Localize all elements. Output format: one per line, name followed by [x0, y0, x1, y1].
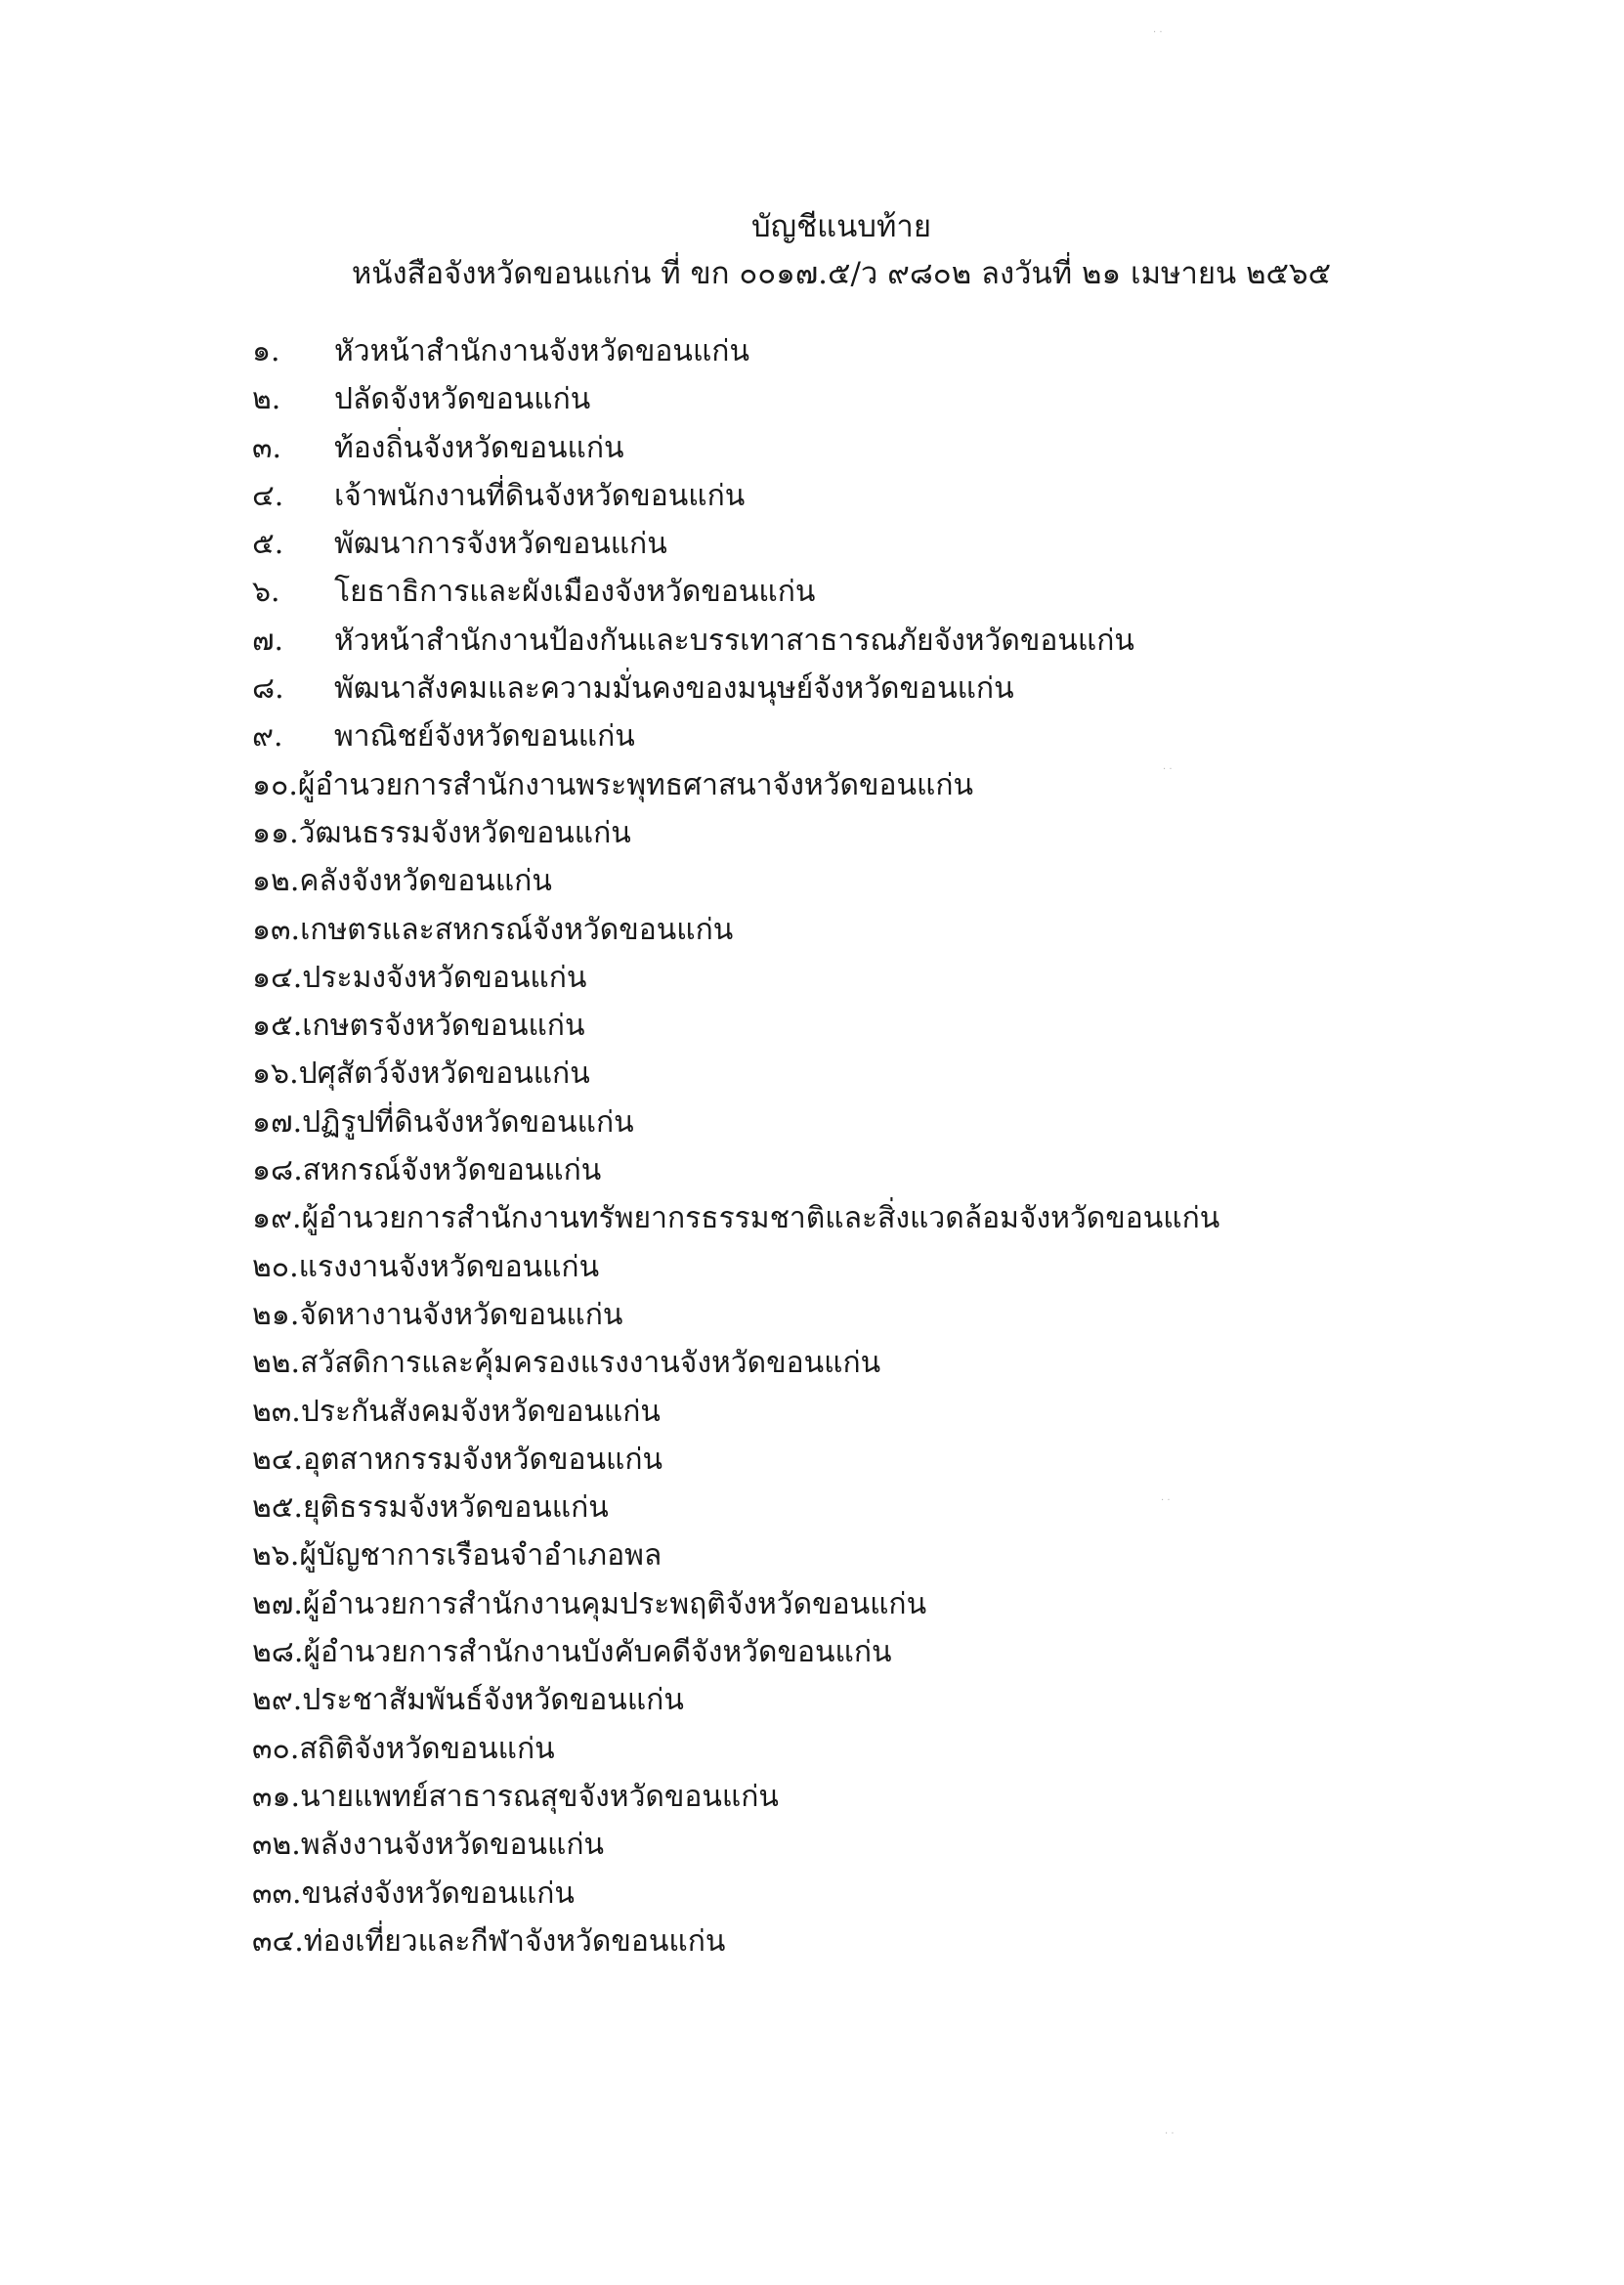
document-subtitle: หนังสือจังหวัดขอนแก่น ที่ ขก ๐๐๑๗.๕/ว ๙๘๐๒ ลงวันที่ ๒๑ เมษายน ๒๕๖๕: [351, 256, 1332, 291]
item-text: เกษตรจังหวัดขอนแก่น: [302, 1009, 585, 1044]
item-number: ๒๖.: [252, 1538, 300, 1574]
item-text: ประชาสัมพันธ์จังหวัดขอนแก่น: [302, 1683, 684, 1718]
list-item: [252, 1146, 1219, 1194]
item-text: ผู้อำนวยการสำนักงานทรัพยากรธรรมชาติและสิ่งแวดล้อมจังหวัดขอนแก่น: [301, 1201, 1220, 1236]
document-title: บัญชีแนบท้าย: [751, 209, 931, 244]
item-text: หัวหน้าสำนักงานป้องกันและบรรเทาสาธารณภัยจังหวัดขอนแก่น: [334, 623, 1134, 658]
item-text: ประกันสังคมจังหวัดขอนแก่น: [300, 1394, 661, 1429]
list-item: [252, 1628, 1219, 1676]
list-item: [252, 1821, 1219, 1869]
list-item: [252, 1291, 1219, 1339]
list-item: [252, 761, 1219, 809]
item-text: อุตสาหกรรมจังหวัดขอนแก่น: [303, 1442, 662, 1477]
item-number: ๒๐.: [252, 1249, 299, 1284]
item-number: ๗.: [252, 623, 284, 658]
item-number: ๕.: [252, 527, 284, 562]
list-item: [252, 1050, 1219, 1098]
list-item: [252, 665, 1219, 712]
item-number: ๑๕.: [252, 1009, 303, 1044]
item-text: ปศุสัตว์จังหวัดขอนแก่น: [298, 1056, 590, 1092]
item-number: ๑๐.: [252, 767, 298, 802]
list-item: [252, 1002, 1219, 1050]
list-item: [252, 375, 1219, 423]
item-number: ๑๗.: [252, 1104, 303, 1140]
item-text: เจ้าพนักงานที่ดินจังหวัดขอนแก่น: [334, 478, 746, 513]
item-text: โยธาธิการและผังเมืองจังหวัดขอนแก่น: [334, 575, 816, 610]
item-number: ๓๔.: [252, 1923, 304, 1959]
list-item: [252, 1531, 1219, 1579]
item-text: ผู้อำนวยการสำนักงานคุมประพฤติจังหวัดขอนแก่น: [302, 1586, 927, 1621]
item-number: ๑๒.: [252, 864, 300, 899]
item-text: ปฏิรูปที่ดินจังหวัดขอนแก่น: [302, 1104, 634, 1140]
item-number: ๙.: [252, 719, 283, 754]
item-text: ขนส่งจังหวัดขอนแก่น: [301, 1875, 575, 1911]
item-text: ผู้อำนวยการสำนักงานบังคับคดีจังหวัดขอนแก่น: [303, 1635, 892, 1670]
item-number: ๒.: [252, 382, 281, 417]
list-item: [252, 424, 1219, 472]
item-number: ๑๘.: [252, 1153, 303, 1188]
item-text: พลังงานจังหวัดขอนแก่น: [300, 1828, 605, 1863]
item-number: ๓๓.: [252, 1875, 302, 1911]
list-item: [252, 568, 1219, 616]
list-item: [252, 1484, 1219, 1531]
item-number: ๓๑.: [252, 1779, 301, 1814]
scan-speck: · ·: [1165, 2129, 1175, 2139]
item-text: คลังจังหวัดขอนแก่น: [299, 864, 552, 899]
item-text: พัฒนาการจังหวัดขอนแก่น: [334, 527, 667, 562]
list-item: [252, 1388, 1219, 1436]
item-text: แรงงานจังหวัดขอนแก่น: [298, 1249, 600, 1284]
item-number: ๖.: [252, 575, 280, 610]
list-item: [252, 712, 1219, 760]
list-item: [252, 1194, 1219, 1242]
list-item: [252, 1725, 1219, 1773]
item-text: ท้องถิ่นจังหวัดขอนแก่น: [334, 430, 624, 465]
item-text: ยุติธรรมจังหวัดขอนแก่น: [303, 1490, 609, 1526]
item-text: พัฒนาสังคมและความมั่นคงของมนุษย์จังหวัดขอนแก่น: [334, 671, 1014, 707]
scan-speck: · ·: [1163, 764, 1173, 775]
list-item: [252, 809, 1219, 857]
list-item: [252, 1676, 1219, 1724]
item-text: สหกรณ์จังหวัดขอนแก่น: [302, 1153, 602, 1188]
item-text: ท่องเที่ยวและกีฬาจังหวัดขอนแก่น: [303, 1923, 726, 1959]
item-number: ๑๔.: [252, 960, 303, 995]
item-number: ๘.: [252, 671, 284, 707]
recipient-list: [252, 327, 1219, 1965]
list-item: [252, 857, 1219, 905]
item-text: ผู้บัญชาการเรือนจำอำเภอพล: [299, 1538, 662, 1574]
item-number: ๒๒.: [252, 1346, 301, 1381]
list-item: [252, 1870, 1219, 1918]
list-item: [252, 327, 1219, 375]
list-item: [252, 906, 1219, 954]
item-text: ผู้อำนวยการสำนักงานพระพุทธศาสนาจังหวัดขอนแก่น: [297, 767, 974, 802]
list-item: [252, 1436, 1219, 1484]
item-number: ๑๙.: [252, 1201, 302, 1236]
item-number: ๒๕.: [252, 1490, 304, 1526]
item-number: ๒๘.: [252, 1635, 304, 1670]
list-item: [252, 1243, 1219, 1291]
list-item: [252, 1339, 1219, 1387]
item-text: จัดหางานจังหวัดขอนแก่น: [299, 1297, 623, 1332]
item-number: ๓๐.: [252, 1731, 300, 1766]
item-text: พาณิชย์จังหวัดขอนแก่น: [334, 719, 635, 754]
list-item: [252, 472, 1219, 520]
item-text: ประมงจังหวัดขอนแก่น: [302, 960, 587, 995]
item-number: ๒๓.: [252, 1394, 301, 1429]
list-item: [252, 1099, 1219, 1146]
item-text: หัวหน้าสำนักงานจังหวัดขอนแก่น: [334, 334, 749, 368]
item-text: ปลัดจังหวัดขอนแก่น: [334, 382, 591, 417]
list-item: [252, 954, 1219, 1002]
item-number: ๒๑.: [252, 1297, 300, 1332]
list-item: [252, 1773, 1219, 1821]
item-number: ๒๔.: [252, 1442, 304, 1477]
list-item: [252, 1580, 1219, 1628]
item-text: เกษตรและสหกรณ์จังหวัดขอนแก่น: [300, 912, 734, 947]
item-text: วัฒนธรรมจังหวัดขอนแก่น: [298, 815, 631, 850]
list-item: [252, 1918, 1219, 1965]
item-text: สถิติจังหวัดขอนแก่น: [299, 1731, 555, 1766]
item-number: ๒๙.: [252, 1683, 303, 1718]
list-item: [252, 520, 1219, 568]
item-number: ๑.: [252, 334, 280, 368]
item-number: ๔.: [252, 478, 284, 513]
item-number: ๓๒.: [252, 1828, 301, 1863]
item-number: ๒๗.: [252, 1586, 303, 1621]
item-text: สวัสดิการและคุ้มครองแรงงานจังหวัดขอนแก่น: [300, 1346, 881, 1381]
item-number: ๑๖.: [252, 1056, 299, 1092]
item-number: ๓.: [252, 430, 282, 465]
item-number: ๑๓.: [252, 912, 301, 947]
item-text: นายแพทย์สาธารณสุขจังหวัดขอนแก่น: [300, 1779, 779, 1814]
scan-speck: · ·: [1161, 1495, 1171, 1506]
scan-speck: · ·: [1153, 27, 1163, 38]
list-item: [252, 617, 1219, 665]
item-number: ๑๑.: [252, 815, 299, 850]
